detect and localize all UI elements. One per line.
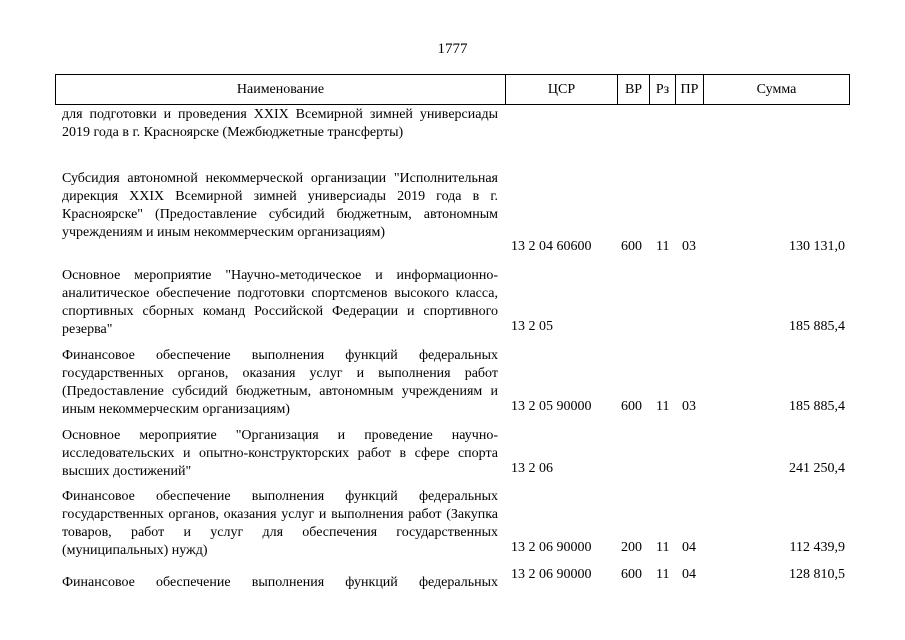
row-rz: 11 [656, 567, 670, 582]
table-header [55, 74, 850, 105]
row-sum: 112 439,9 [789, 540, 845, 555]
page-number: 1777 [437, 41, 468, 57]
column-header-name: Наименование [56, 75, 506, 104]
row-csr: 13 2 06 [511, 461, 553, 476]
row-sum: 128 810,5 [789, 567, 845, 582]
row-name: Основное мероприятие "Научно-методическое и информационно-аналитическое обеспечение подготовки спортсменов высокого класса, спортивных сборных команд Российской Федерации и спортивного резерва" [62, 268, 498, 337]
row-pr: 04 [682, 540, 696, 555]
row-csr: 13 2 05 90000 [511, 399, 592, 414]
row-name: Финансовое обеспечение выполнения функций федеральных [62, 575, 498, 590]
row-vr: 600 [621, 567, 642, 582]
row-name: для подготовки и проведения XXIX Всемирной зимней универсиады 2019 года в г. Красноярске (Межбюджетные трансферты) [62, 107, 498, 140]
column-header-pr: ПР [676, 75, 704, 104]
column-header-vr: ВР [618, 75, 650, 104]
row-sum: 185 885,4 [789, 399, 845, 414]
row-csr: 13 2 06 90000 [511, 567, 592, 582]
column-header-sum: Сумма [756, 81, 797, 97]
row-name: Основное мероприятие "Организация и проведение научно-исследовательских и опытно-конструкторских работ в сфере спорта высших достижений" [62, 428, 498, 479]
row-rz: 11 [656, 399, 670, 414]
row-sum: 185 885,4 [789, 319, 845, 334]
row-pr: 04 [682, 567, 696, 582]
row-csr: 13 2 05 [511, 319, 553, 334]
column-header-rz: Рз [650, 75, 676, 104]
row-rz: 11 [656, 239, 670, 254]
row-pr: 03 [682, 239, 696, 254]
row-vr: 600 [621, 239, 642, 254]
column-header-csr: ЦСР [506, 75, 618, 104]
row-name: Субсидия автономной некоммерческой организации "Исполнительная дирекция XXIX Всемирной зимней универсиады 2019 года в г. Красноярске" (Предоставление субсидий бюджетным, автономным учреждениям и иным некоммерческим организациям) [62, 171, 498, 240]
row-name: Финансовое обеспечение выполнения функций федеральных государственных органов, оказания услуг и выполнения работ (Закупка товаров, работ и услуг для обеспечения государственных (муниципальных) нужд) [62, 489, 498, 558]
row-vr: 200 [621, 540, 642, 555]
row-rz: 11 [656, 540, 670, 555]
row-sum: 130 131,0 [789, 239, 845, 254]
row-sum: 241 250,4 [789, 461, 845, 476]
row-csr: 13 2 04 60600 [511, 239, 592, 254]
row-vr: 600 [621, 399, 642, 414]
row-csr: 13 2 06 90000 [511, 540, 592, 555]
row-name: Финансовое обеспечение выполнения функций федеральных государственных органов, оказания услуг и выполнения работ (Предоставление субсидий бюджетным, автономным учреждениям и иным некоммерческим организациям) [62, 348, 498, 417]
row-pr: 03 [682, 399, 696, 414]
